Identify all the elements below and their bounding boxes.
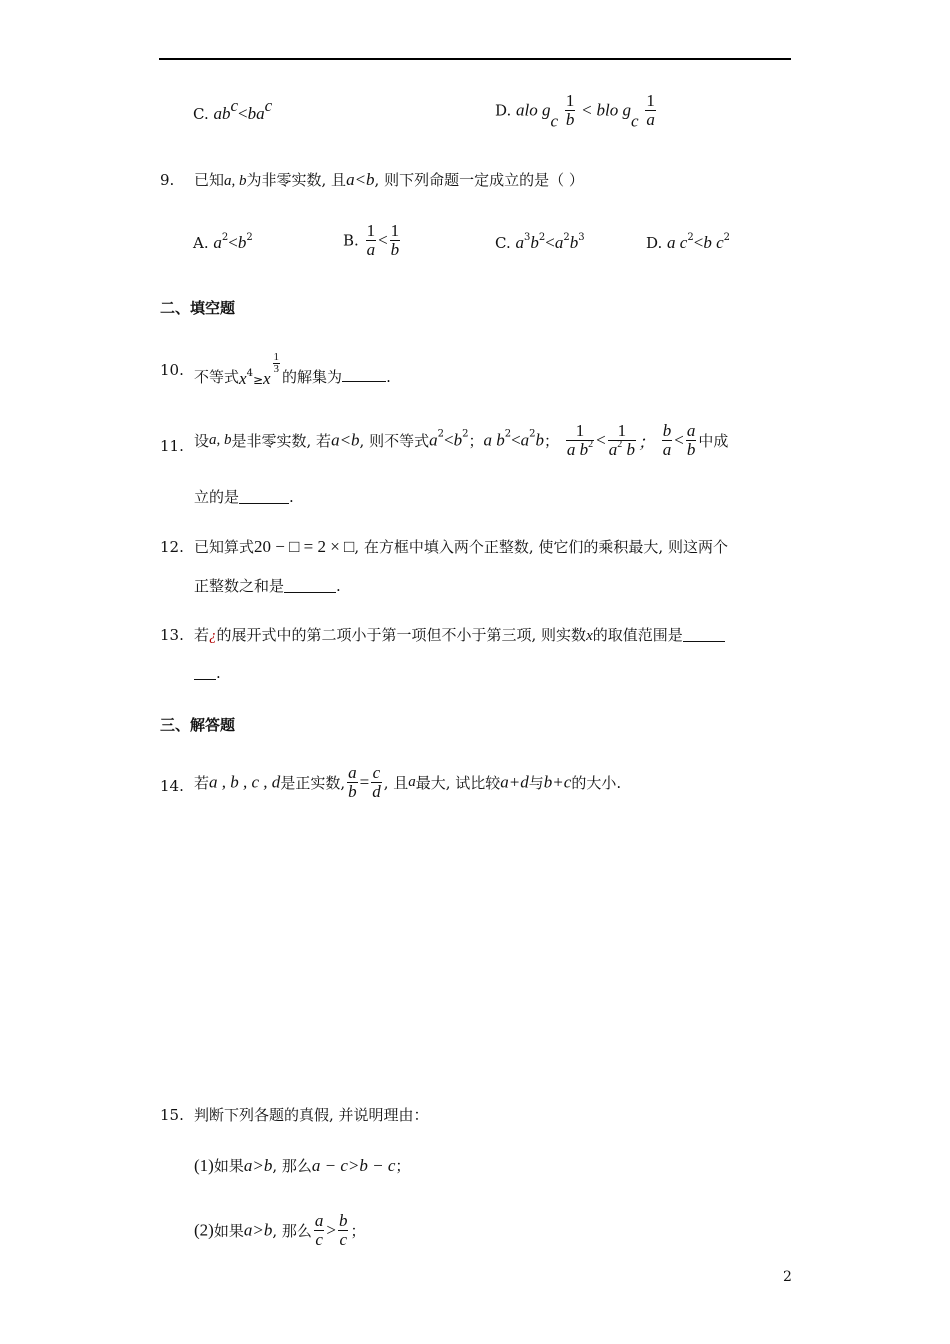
section-solutions-heading: 三、解答题 (160, 716, 236, 734)
q12-line1: 已知算式20 − □ = 2 × □, 在方框中填入两个正整数, 使它们的乘积最大, 则这两个 (194, 537, 728, 556)
q15-part2: (2)如果a>b, 那么 $\frac{a}{c}$ > $\frac{b}{c}$ ； (194, 1211, 366, 1249)
q10-text: 不等式$x^4_\ge x$ $\frac{1}{3}$ 的解集为 . (194, 351, 391, 388)
q9-option-b: B. $\frac{1}{a}$ < $\frac{1}{b}$ (343, 221, 400, 259)
q8-d-fraction-1: $\frac{1}{b}$ (565, 91, 575, 129)
q13-line1: 若¿的展开式中的第二项小于第一项但不小于第三项, 则实数x的取值范围是 (194, 624, 725, 645)
q14-text: 若a , b , c , d是正实数, $\frac{a}{b}$ = $\frac{c}{d}$ , 且a最大, 试比较a+d与b+c的大小. (194, 763, 622, 801)
q12-line2: 正整数之和是 . (194, 577, 341, 595)
q11-number: 11. (160, 437, 184, 455)
q11-line1: 设a, b是非零实数, 若a<b, 则不等式$a^2<b^2$；a $b^2<a^2b$； $\frac{1}{a b^2}$ < $\frac{1}{a^2 b}$ ； $\frac{b}{a}$ < $\frac{a}{b}$ 中成 (194, 421, 729, 459)
q8-option-c: C. $ab^c<ba^c$ (193, 96, 273, 123)
q13-number: 13. (160, 626, 184, 644)
q9-number: 9. (160, 171, 175, 189)
page-number: 2 (783, 1269, 792, 1285)
q10-answer-blank[interactable] (342, 367, 386, 382)
q10-number: 10. (160, 361, 184, 379)
q15-stem: 判断下列各题的真假, 并说明理由： (194, 1106, 429, 1124)
q13-answer-blank-cont[interactable] (194, 665, 216, 680)
q9-option-d: D. a $c^2<b$ $c^2$ (646, 232, 730, 252)
q15-number: 15. (160, 1106, 184, 1124)
q9-stem: 已知a, b为非零实数, 且a<b, 则下列命题一定成立的是（ ） (194, 170, 584, 189)
q9-option-c: C. $a^3b^2<a^2b^3$ (495, 232, 585, 252)
q14-number: 14. (160, 777, 184, 795)
q13-answer-blank[interactable] (683, 627, 725, 642)
header-rule (159, 58, 791, 60)
q8-d-fraction-2: $\frac{1}{a}$ (646, 91, 655, 129)
q8-option-d: D. alo $g_c$ $\frac{1}{b}$ < blo $g_c$ $\frac{1}{a}$ (495, 91, 655, 131)
section-fill-in-blank-heading: 二、填空题 (160, 299, 236, 317)
q11-answer-blank[interactable] (239, 489, 289, 504)
q15-part1: (1)如果a>b, 那么a − c>b − c； (194, 1156, 411, 1175)
q12-number: 12. (160, 538, 184, 556)
q11-line2: 立的是 . (194, 488, 294, 506)
q9-option-a: A. $a^2<b^2$ (193, 232, 253, 252)
q12-answer-blank[interactable] (284, 578, 336, 593)
q13-line2: . (194, 664, 221, 682)
